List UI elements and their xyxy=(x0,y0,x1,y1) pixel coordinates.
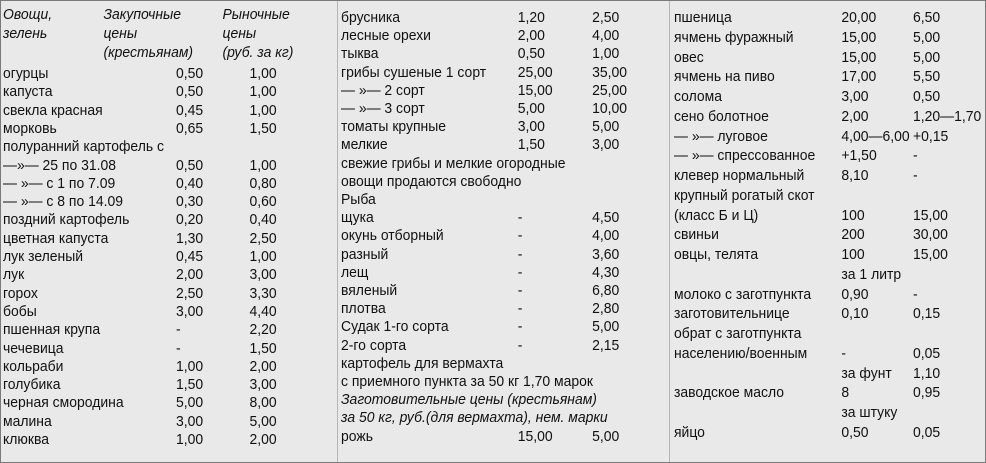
row-value-a: 2,00 xyxy=(175,266,204,284)
table-row xyxy=(674,265,961,284)
row-label: капуста xyxy=(3,83,53,101)
table-row xyxy=(3,393,310,412)
row-value-b: 4,00 xyxy=(592,27,620,45)
header-name: зелень xyxy=(3,25,48,42)
row-value-a: за 1 литр xyxy=(841,265,902,283)
row-label: лук зеленый xyxy=(3,248,84,265)
table-row xyxy=(3,82,310,101)
row-value-a: 8,10 xyxy=(841,167,869,184)
row-label: — »— с 1 по 7.09 xyxy=(3,174,116,192)
row-value-a: 0,30 xyxy=(175,193,204,211)
row-label: клюква xyxy=(3,431,49,448)
row-label: — »— спрессованное xyxy=(674,147,816,165)
table-row xyxy=(3,156,310,175)
row-value-b: 6,50 xyxy=(913,9,941,26)
row-value-b: 2,50 xyxy=(592,9,620,26)
column-grain-livestock xyxy=(674,5,983,460)
column-berries-fish-rows xyxy=(341,5,651,460)
table-row xyxy=(341,354,629,373)
row-value-b: 1,00 xyxy=(592,45,620,63)
table-row xyxy=(674,364,961,383)
row-label: поздний картофель xyxy=(3,211,130,229)
table-row xyxy=(674,28,961,47)
row-label: солома xyxy=(674,88,722,105)
row-value-a: 3,00 xyxy=(517,118,545,136)
table-row xyxy=(3,174,310,193)
row-value-a: 25,00 xyxy=(517,63,553,81)
table-row xyxy=(674,225,961,244)
table-row xyxy=(3,101,310,120)
row-label: крупный рогатый скот xyxy=(674,186,815,204)
table-row xyxy=(674,324,961,343)
table-row xyxy=(674,67,961,86)
row-value-a: 3,00 xyxy=(175,302,204,320)
row-value-b: 4,00 xyxy=(592,227,620,245)
row-value-a: - xyxy=(175,339,181,357)
row-value-a: 1,20 xyxy=(517,9,545,26)
row-value-a: - xyxy=(517,227,523,245)
row-value-b: 0,80 xyxy=(249,174,277,192)
table-row xyxy=(341,154,629,173)
row-value-a: 0,45 xyxy=(175,248,204,265)
table-row xyxy=(341,26,629,45)
row-label: бобы xyxy=(3,302,37,320)
row-value-a: за фунт xyxy=(841,364,892,382)
row-value-a: 3,00 xyxy=(175,412,204,430)
row-value-b: 25,00 xyxy=(592,81,628,99)
row-label: полуранний картофель с xyxy=(3,138,164,156)
row-value-a: 1,00 xyxy=(175,357,204,375)
row-value-a: 2,00 xyxy=(517,27,545,45)
table-row xyxy=(674,344,961,363)
table-row xyxy=(3,375,310,394)
table-row xyxy=(341,190,629,209)
row-label: плотва xyxy=(341,300,386,318)
row-label: (класс Б и Ц) xyxy=(674,206,759,224)
row-label: свекла красная xyxy=(3,101,103,119)
table-row xyxy=(3,284,310,303)
table-row xyxy=(3,119,310,138)
row-value-b: 1,00 xyxy=(249,101,277,119)
row-value-b: 1,50 xyxy=(249,119,277,137)
table-row xyxy=(674,8,961,27)
header-market: (руб. за кг) xyxy=(222,44,294,61)
row-label: картофель для вермахта xyxy=(341,354,504,372)
table-row xyxy=(341,263,629,282)
table-row xyxy=(341,172,629,191)
row-value-a: 0,65 xyxy=(175,119,204,137)
row-label: пшеница xyxy=(674,9,732,26)
row-value-b: 0,40 xyxy=(249,211,277,229)
row-value-a: 15,00 xyxy=(517,427,553,445)
table-row xyxy=(674,423,961,442)
row-value-b: 5,00 xyxy=(913,28,941,46)
row-value-b: +0,15 xyxy=(913,127,949,145)
row-value-a: 0,90 xyxy=(841,285,869,303)
row-value-a: 0,40 xyxy=(175,174,204,192)
row-value-a: за штуку xyxy=(841,404,898,421)
header-market: цены xyxy=(222,25,257,42)
row-value-a: - xyxy=(841,344,847,362)
row-label: чечевица xyxy=(3,339,64,357)
table-row xyxy=(3,192,310,211)
row-value-a: - xyxy=(517,263,523,281)
row-label: тыква xyxy=(341,45,379,63)
row-label: огурцы xyxy=(3,65,49,82)
row-label: Судак 1-го сорта xyxy=(341,318,449,336)
table-row xyxy=(341,226,629,245)
row-value-b: 2,20 xyxy=(249,321,277,339)
row-value-a: 5,00 xyxy=(517,100,545,117)
row-label: обрат с заготпункта xyxy=(674,325,802,342)
row-label: сено болотное xyxy=(674,107,769,125)
row-label: разный xyxy=(341,245,389,263)
row-value-b: 3,00 xyxy=(592,136,620,154)
row-value-a: 8 xyxy=(841,384,850,402)
row-value-a: - xyxy=(517,209,523,227)
row-value-b: 1,00 xyxy=(249,65,277,82)
row-value-a: - xyxy=(517,318,523,336)
table-row xyxy=(674,146,961,165)
header-row xyxy=(3,5,310,24)
table-row xyxy=(341,408,629,427)
row-value-a: 0,50 xyxy=(841,423,869,441)
row-value-b: 3,00 xyxy=(249,376,277,394)
row-value-b: 0,60 xyxy=(249,193,277,211)
row-label: клевер нормальный xyxy=(674,167,805,184)
table-row xyxy=(674,383,961,402)
table-row xyxy=(341,372,629,391)
row-label: брусника xyxy=(341,9,401,26)
row-label: черная смородина xyxy=(3,394,124,412)
row-value-b: 1,20—1,70 xyxy=(913,107,982,125)
table-row xyxy=(674,87,961,106)
row-value-b: 0,50 xyxy=(913,88,941,105)
row-value-b: 2,00 xyxy=(249,431,277,448)
row-value-a: 0,50 xyxy=(517,45,545,63)
row-value-b: 5,50 xyxy=(913,68,941,86)
row-value-b: 2,50 xyxy=(249,229,277,247)
row-label: голубика xyxy=(3,376,61,394)
row-value-b: 0,05 xyxy=(913,344,941,362)
row-label: томаты крупные xyxy=(341,118,447,136)
row-value-a: 2,00 xyxy=(841,107,869,125)
table-row xyxy=(341,427,629,446)
row-label: ячмень фуражный xyxy=(674,28,794,46)
table-row xyxy=(341,245,629,264)
row-value-a: - xyxy=(517,245,523,263)
table-row xyxy=(341,299,629,318)
row-label: заводское масло xyxy=(674,384,785,402)
column-grain-livestock-rows xyxy=(674,5,983,460)
table-row xyxy=(341,8,629,27)
table-row xyxy=(3,339,310,358)
row-value-b: 2,15 xyxy=(592,336,620,354)
row-label: лесные орехи xyxy=(341,27,431,45)
row-label: овцы, телята xyxy=(674,246,759,263)
row-value-b: 1,00 xyxy=(249,248,277,265)
row-value-b: 3,60 xyxy=(592,245,620,263)
row-label: лещ xyxy=(341,263,369,281)
header-row xyxy=(3,24,310,43)
row-value-b: 6,80 xyxy=(592,282,620,299)
table-row xyxy=(674,186,961,205)
row-value-a: 5,00 xyxy=(175,394,204,412)
row-label: лук xyxy=(3,266,25,284)
row-value-a: 1,00 xyxy=(175,431,204,448)
row-label: вяленый xyxy=(341,282,398,299)
row-value-a: 15,00 xyxy=(517,81,553,99)
row-value-b: - xyxy=(913,147,918,165)
table-row xyxy=(341,99,629,118)
row-label: щука xyxy=(341,209,374,227)
table-row xyxy=(341,81,629,100)
row-value-b: 10,00 xyxy=(592,100,628,117)
row-value-a: 20,00 xyxy=(841,9,877,26)
row-label: кольраби xyxy=(3,357,64,375)
row-value-a: 200 xyxy=(841,226,865,244)
row-value-a: 17,00 xyxy=(841,68,877,86)
row-label: 2-го сорта xyxy=(341,336,407,354)
table-row xyxy=(674,166,961,185)
row-value-a: 100 xyxy=(841,206,865,224)
row-value-a: 2,50 xyxy=(175,284,204,302)
row-value-b: 3,00 xyxy=(249,266,277,284)
row-value-b: 5,00 xyxy=(249,412,277,430)
table-row xyxy=(341,336,629,355)
table-row xyxy=(3,357,310,376)
header-purchase: цены xyxy=(103,25,138,42)
row-value-b: 4,50 xyxy=(592,209,620,227)
row-label: рожь xyxy=(341,427,373,445)
table-row xyxy=(341,44,629,63)
table-row xyxy=(3,210,310,229)
row-label: овес xyxy=(674,48,704,66)
row-label: Рыба xyxy=(341,191,376,208)
column-divider xyxy=(337,1,338,462)
row-value-a: - xyxy=(517,282,523,299)
row-label: за 50 кг, руб.(для вермахта), нем. марки xyxy=(341,409,608,427)
row-value-a: 3,00 xyxy=(841,88,869,105)
row-value-a: 1,50 xyxy=(517,136,545,154)
row-label: — »— с 8 по 14.09 xyxy=(3,193,123,211)
table-row xyxy=(341,135,629,154)
row-value-b: 1,50 xyxy=(249,339,277,357)
row-value-a: 0,50 xyxy=(175,156,204,174)
table-row xyxy=(3,247,310,266)
row-value-a: - xyxy=(517,300,523,318)
row-value-b: 35,00 xyxy=(592,63,628,81)
header-purchase: (крестьянам) xyxy=(103,44,194,61)
row-label: Заготовительные цены (крестьянам) xyxy=(341,391,597,409)
table-row xyxy=(674,245,961,264)
table-row xyxy=(341,317,629,336)
row-value-b: 2,00 xyxy=(249,357,277,375)
row-value-a: 0,50 xyxy=(175,65,204,82)
table-row xyxy=(341,117,629,136)
row-label: грибы сушеные 1 сорт xyxy=(341,63,487,81)
row-value-b: - xyxy=(913,285,918,303)
row-value-a: 100 xyxy=(841,246,865,263)
row-label: с приемного пункта за 50 кг 1,70 марок xyxy=(341,373,594,390)
row-value-b: 2,80 xyxy=(592,300,620,318)
table-row xyxy=(3,229,310,248)
row-value-a: - xyxy=(175,321,181,339)
row-value-a: 0,50 xyxy=(175,83,204,101)
row-label: — »— луговое xyxy=(674,127,768,145)
row-value-b: 5,00 xyxy=(913,48,941,66)
row-value-b: 1,00 xyxy=(249,156,277,174)
row-value-b: 3,30 xyxy=(249,284,277,302)
row-value-b: 15,00 xyxy=(913,246,948,263)
row-value-b: 1,00 xyxy=(249,83,277,101)
row-value-b: 5,00 xyxy=(592,318,620,336)
table-row xyxy=(3,430,310,449)
row-value-b: 4,30 xyxy=(592,263,620,281)
row-value-b: 5,00 xyxy=(592,118,620,136)
table-row xyxy=(3,64,310,83)
table-row xyxy=(674,48,961,67)
row-label: цветная капуста xyxy=(3,229,109,247)
table-row xyxy=(341,63,629,82)
row-value-a: 0,20 xyxy=(175,211,204,229)
row-label: ячмень на пиво xyxy=(674,68,775,86)
row-label: заготовительнице xyxy=(674,305,790,323)
table-row xyxy=(341,208,629,227)
column-vegetables xyxy=(3,5,333,460)
row-label: населению/военным xyxy=(674,344,808,362)
row-value-a: +1,50 xyxy=(841,147,877,165)
row-value-b: 8,00 xyxy=(249,394,277,412)
row-value-a: - xyxy=(517,336,523,354)
row-value-b: 0,05 xyxy=(913,423,941,441)
row-value-a: 15,00 xyxy=(841,28,877,46)
row-label: горох xyxy=(3,284,38,302)
table-row xyxy=(341,390,629,409)
table-row xyxy=(3,412,310,431)
table-row xyxy=(674,403,961,422)
row-label: морковь xyxy=(3,119,57,137)
table-row xyxy=(3,302,310,321)
row-label: пшенная крупа xyxy=(3,321,101,339)
row-label: свиньи xyxy=(674,226,719,244)
column-divider xyxy=(669,1,670,462)
header-market: Рыночные xyxy=(222,6,290,23)
table-row xyxy=(3,265,310,284)
column-vegetables-rows xyxy=(3,5,333,460)
table-row xyxy=(674,304,961,323)
row-value-b: 30,00 xyxy=(913,226,948,244)
row-label: мелкие xyxy=(341,136,388,154)
row-label: — »— 2 сорт xyxy=(341,81,425,99)
table-row xyxy=(341,281,629,300)
row-label: свежие грибы и мелкие огородные xyxy=(341,154,566,172)
row-label: молоко с заготпункта xyxy=(674,285,812,303)
table-row xyxy=(674,107,982,126)
row-value-b: - xyxy=(913,167,918,184)
table-row xyxy=(674,206,961,225)
row-value-b: 5,00 xyxy=(592,427,620,445)
table-row xyxy=(3,137,310,156)
header-purchase: Закупочные xyxy=(103,6,182,23)
row-label: —»— 25 по 31.08 xyxy=(3,156,117,174)
table-row xyxy=(3,320,310,339)
row-label: яйцо xyxy=(674,423,705,441)
row-value-a: 1,30 xyxy=(175,229,204,247)
row-value-b: 1,10 xyxy=(913,364,941,382)
row-label: окунь отборный xyxy=(341,227,444,245)
table-row xyxy=(674,127,961,146)
header-name: Овощи, xyxy=(3,6,53,23)
row-value-b: 0,15 xyxy=(913,305,941,323)
row-value-b: 15,00 xyxy=(913,206,948,224)
header-row xyxy=(3,43,310,62)
row-label: малина xyxy=(3,412,52,430)
row-label: овощи продаются свободно xyxy=(341,172,522,190)
row-value-a: 1,50 xyxy=(175,376,204,394)
column-berries-fish xyxy=(341,5,651,460)
row-value-a: 15,00 xyxy=(841,48,877,66)
row-value-a: 0,10 xyxy=(841,305,869,323)
row-value-a: 0,45 xyxy=(175,101,204,119)
row-value-a: 4,00—6,00 xyxy=(841,127,910,145)
row-value-b: 0,95 xyxy=(913,384,941,402)
row-label: — »— 3 сорт xyxy=(341,100,425,117)
row-value-b: 4,40 xyxy=(249,302,277,320)
table-row xyxy=(674,285,961,304)
